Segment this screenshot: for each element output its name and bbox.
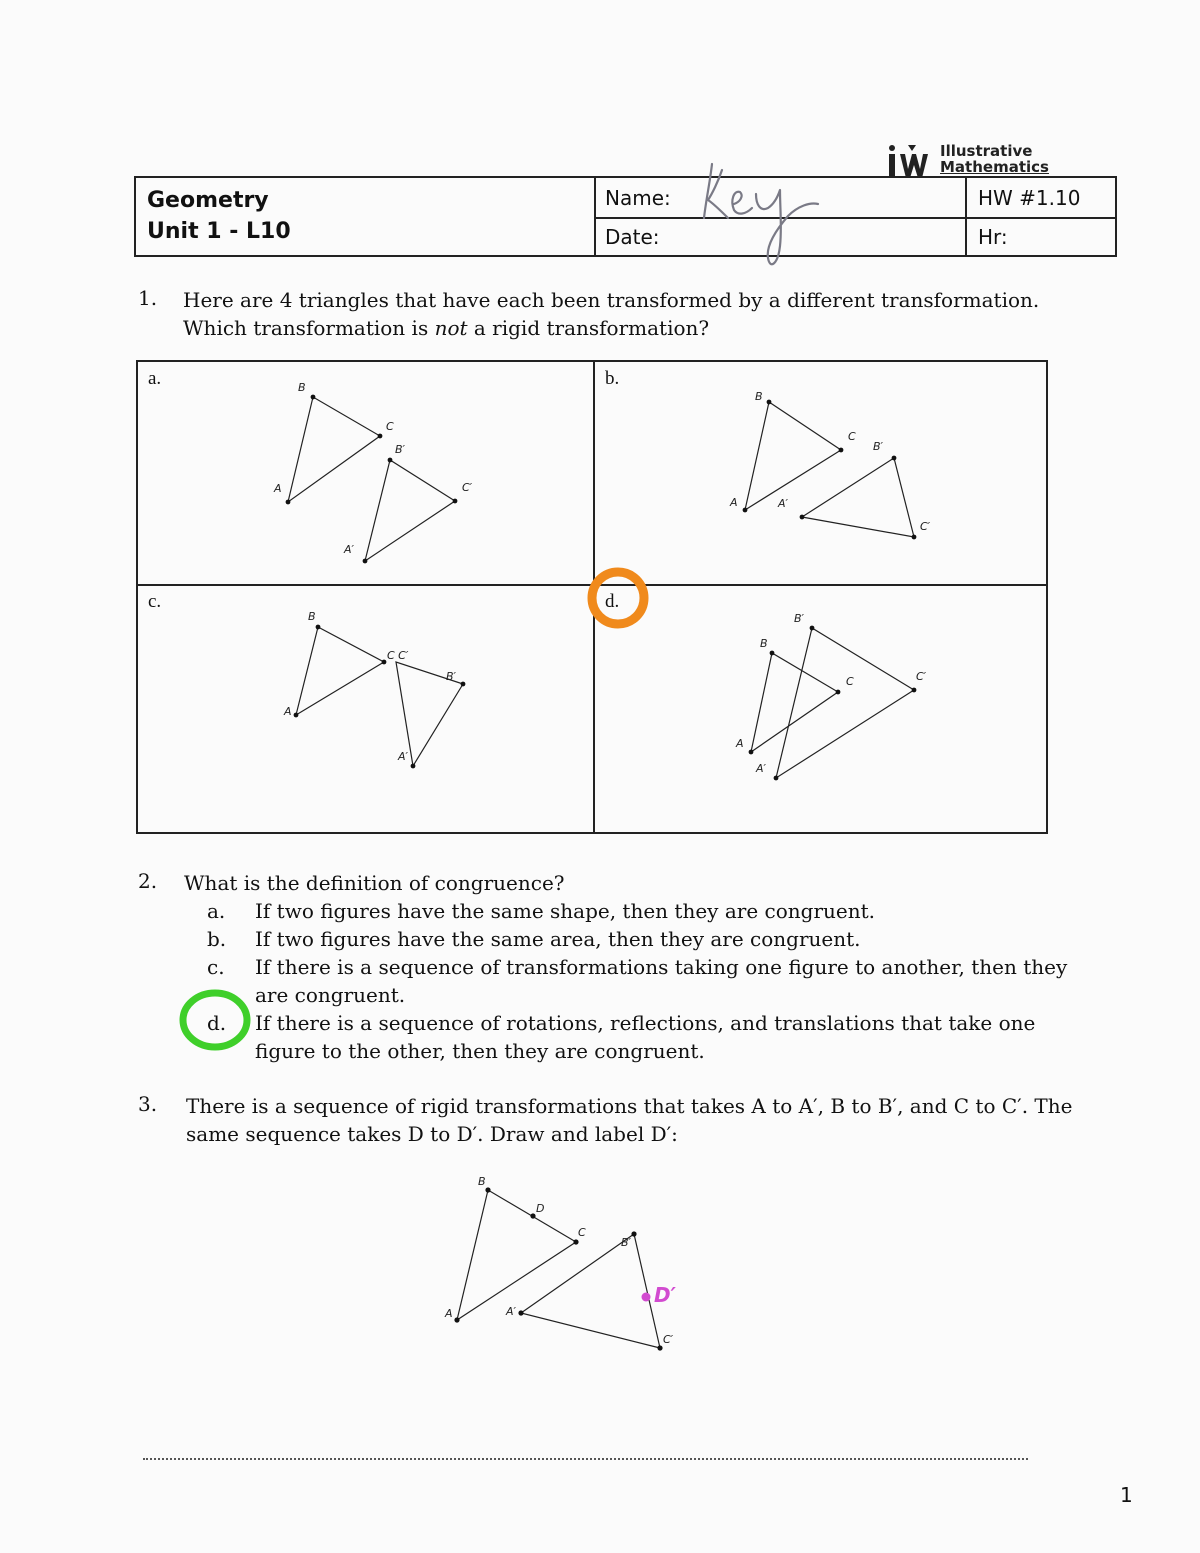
question-1-text xyxy=(183,286,1039,342)
logo-text xyxy=(940,143,1070,175)
question-3-text xyxy=(186,1092,1072,1148)
logo-line-2: Mathematics xyxy=(940,158,1049,176)
question-3-figure xyxy=(420,1170,720,1360)
question-3-line-2: same sequence takes D to D′. Draw and label D′: xyxy=(186,1122,678,1146)
point-c xyxy=(836,690,841,695)
course-title: Geometry xyxy=(147,188,269,213)
question-2-text: What is the definition of congruence? xyxy=(184,871,565,895)
label-a: A xyxy=(736,737,744,750)
choice-b-letter: b. xyxy=(207,927,227,951)
point-c1 xyxy=(657,1345,662,1350)
point-c xyxy=(573,1239,578,1244)
point-c1 xyxy=(912,535,917,540)
point-b1 xyxy=(461,682,466,687)
date-label: Date: xyxy=(605,225,660,249)
choice-d-text xyxy=(255,1009,1035,1065)
figure-b xyxy=(729,390,931,539)
answer-mark-circle-q2 xyxy=(175,985,255,1055)
triangle-a1b1c1-a xyxy=(365,460,455,561)
choice-a-text: If two figures have the same shape, then they are congruent. xyxy=(255,899,875,923)
point-a xyxy=(749,750,754,755)
question-1-line-1: Here are 4 triangles that have each been transformed by a different transformation. xyxy=(183,288,1040,312)
label-c-c1: C C′ xyxy=(387,649,409,662)
label-d: D xyxy=(536,1202,545,1215)
handwritten-name xyxy=(690,142,830,282)
question-1-number: 1. xyxy=(138,286,158,310)
triangle-a1b1c1-q3 xyxy=(521,1234,660,1348)
triangle-a1b1c1-b xyxy=(802,458,914,537)
panel-c-label: c. xyxy=(148,591,162,612)
label-a: A xyxy=(274,482,282,495)
point-b1 xyxy=(892,456,897,461)
point-a1 xyxy=(518,1310,523,1315)
label-b1: B′ xyxy=(395,443,406,456)
point-b xyxy=(767,400,772,405)
label-b1: B′ xyxy=(873,440,884,453)
point-a xyxy=(743,508,748,513)
label-c: C xyxy=(846,675,854,688)
question-2-number: 2. xyxy=(138,869,158,893)
point-b xyxy=(770,651,775,656)
triangle-abc-c xyxy=(296,627,384,715)
choice-b-text: If two figures have the same area, then they are congruent. xyxy=(255,927,861,951)
triangle-a1b1c1-d xyxy=(776,628,914,778)
point-d1-answer xyxy=(642,1293,651,1302)
label-c: C xyxy=(578,1226,586,1239)
divider xyxy=(594,217,1115,219)
name-label: Name: xyxy=(605,186,671,210)
figure-a xyxy=(273,381,473,563)
choice-c-line-1: If there is a sequence of transformations taking one figure to another, then they xyxy=(255,955,1068,979)
choice-c-text xyxy=(255,953,1067,1009)
footer-divider xyxy=(143,1458,1028,1460)
panel-d-label: d. xyxy=(605,591,620,612)
triangle-abc-q3 xyxy=(457,1190,576,1320)
hour-label: Hr: xyxy=(978,225,1008,249)
choice-d-line-1: If there is a sequence of rotations, reflections, and translations that take one xyxy=(255,1011,1036,1035)
question-3-line-1: There is a sequence of rigid transformations that takes A to A′, B to B′, and C to C′. The xyxy=(186,1094,1073,1118)
choice-d-letter: d. xyxy=(207,1011,227,1035)
panel-b-label: b. xyxy=(605,368,620,389)
question-1-emphasis: not xyxy=(434,316,468,340)
label-b: B xyxy=(298,381,306,394)
label-b1: B′ xyxy=(621,1236,632,1249)
question-1-line-2-start: Which transformation is xyxy=(183,316,435,340)
label-a: A xyxy=(445,1307,453,1320)
label-c: C xyxy=(386,420,394,433)
point-a xyxy=(286,500,291,505)
choice-c-letter: c. xyxy=(207,955,225,979)
point-c1 xyxy=(453,499,458,504)
label-b: B xyxy=(755,390,763,403)
point-c1 xyxy=(912,688,917,693)
label-c1: C′ xyxy=(462,481,473,494)
point-b xyxy=(485,1187,490,1192)
label-c: C xyxy=(848,430,856,443)
question-1-line-2-end: a rigid transformation? xyxy=(467,316,710,340)
logo-line-1: Illustrative xyxy=(940,142,1033,160)
point-c xyxy=(382,660,387,665)
point-b1 xyxy=(388,458,393,463)
point-c xyxy=(378,434,383,439)
course-cell xyxy=(136,178,596,255)
point-a1 xyxy=(363,559,368,564)
point-b1 xyxy=(810,626,815,631)
label-a: A xyxy=(730,496,738,509)
choice-a-letter: a. xyxy=(207,899,226,923)
label-b: B xyxy=(478,1175,486,1188)
homework-label: HW #1.10 xyxy=(978,186,1081,210)
point-a xyxy=(454,1317,459,1322)
point-a1 xyxy=(800,515,805,520)
point-d xyxy=(530,1213,535,1218)
point-a xyxy=(294,713,299,718)
label-a1: A′ xyxy=(398,750,409,763)
triangle-figures xyxy=(136,360,1048,834)
label-d1-answer: D′ xyxy=(654,1283,676,1307)
course-unit: Unit 1 - L10 xyxy=(147,219,291,244)
label-b1: B′ xyxy=(794,612,805,625)
label-a1: A′ xyxy=(756,762,767,775)
question-1-line-2 xyxy=(183,314,1039,342)
point-b1 xyxy=(631,1231,636,1236)
point-a1 xyxy=(411,764,416,769)
label-a1: A′ xyxy=(778,497,789,510)
figure-d xyxy=(735,612,927,780)
choice-c-line-2: are congruent. xyxy=(255,983,406,1007)
label-a: A xyxy=(284,705,292,718)
point-a1 xyxy=(774,776,779,781)
label-c1: C′ xyxy=(920,520,931,533)
choice-d-line-2: figure to the other, then they are congruent. xyxy=(255,1039,705,1063)
point-b xyxy=(316,625,321,630)
triangle-abc-a xyxy=(288,397,380,502)
point-b xyxy=(311,395,316,400)
question-3-number: 3. xyxy=(138,1092,158,1116)
label-c1: C′ xyxy=(663,1333,674,1346)
triangle-abc-b xyxy=(745,402,841,510)
page-number: 1 xyxy=(1120,1483,1133,1507)
label-a1: A′ xyxy=(506,1305,517,1318)
header-table xyxy=(134,176,1117,257)
label-c1: C′ xyxy=(916,670,927,683)
panel-a-label: a. xyxy=(148,368,162,389)
label-b: B xyxy=(760,637,768,650)
point-c xyxy=(839,448,844,453)
label-b1: B′ xyxy=(446,670,457,683)
label-a1: A′ xyxy=(344,543,355,556)
label-b: B xyxy=(308,610,316,623)
figure-c xyxy=(283,610,465,768)
